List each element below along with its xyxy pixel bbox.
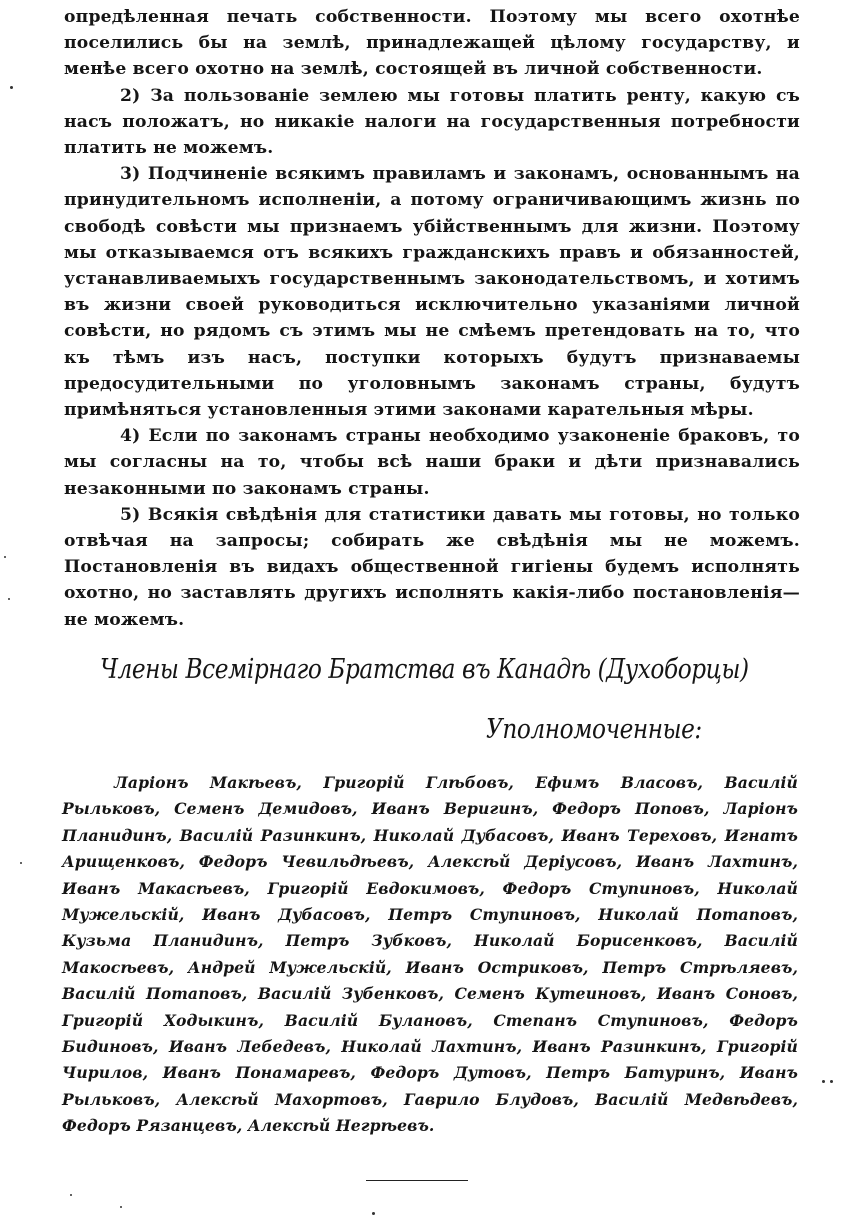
print-speck <box>822 1080 825 1083</box>
signature-subheading: Уполномоченные: <box>486 714 702 745</box>
print-speck <box>372 1212 375 1215</box>
print-speck <box>830 1080 833 1083</box>
paragraph-property: опредѣленная печать собственности. Поэтому мы всего охотнѣе поселились бы на землѣ, принадлежащей цѣлому государству, и менѣе всего охотно на землѣ, состоящей въ личной собственности. <box>64 7 800 80</box>
closing-rule <box>366 1180 468 1181</box>
paragraph-laws: 3) Подчиненіе всякимъ правиламъ и законамъ, основаннымъ на принудительномъ исполненіи, а потому ограничивающимъ жизнь по свободѣ совѣсти мы признаемъ убійственнымъ для жизни. Поэтому мы отказываемся отъ всякихъ гражданскихъ правъ и обязанностей, устанавливаемыхъ государственнымъ законодательствомъ, и хотимъ въ жизни своей руководиться исключительно указаніями личной совѣсти, но рядомъ съ этимъ мы не смѣемъ претендовать на то, что къ тѣмъ изъ насъ, поступки которыхъ будутъ признаваемы предосудительными по уголовнымъ законамъ страны, будутъ примѣняться установленныя этими законами карательныя мѣры. <box>64 164 800 421</box>
signatories-list: Ларіонъ Макѣевъ, Григорій Глѣбовъ, Ефимъ Власовъ, Василій Рыльковъ, Семенъ Демидовъ, Иванъ Веригинъ, Федоръ Поповъ, Ларіонъ Планидинъ, Василій Разинкинъ, Николай Дубасовъ, Иванъ Тереховъ, Игнатъ Арищенковъ, Федоръ Чевильдѣевъ, Алексѣй Деріусовъ, Иванъ Лахтинъ, Иванъ Макасѣевъ, Григорій Евдокимовъ, Федоръ Ступиновъ, Николай Мужельскій, Иванъ Дубасовъ, Петръ Ступиновъ, Николай Потаповъ, Кузьма Планидинъ, Петръ Зубковъ, Николай Борисенковъ, Василій Макосѣевъ, Андрей Мужельскій, Иванъ Остриковъ, Петръ Стрѣляевъ, Василій Потаповъ, Василій Зубенковъ, Семенъ Кутеиновъ, Иванъ Соновъ, Григорій Ходыкинъ, Василій Булановъ, Степанъ Ступиновъ, Федоръ Бидиновъ, Иванъ Лебедевъ, Николай Лахтинъ, Иванъ Разинкинъ, Григорій Чирилов, Иванъ Понамаревъ, Федоръ Дутовъ, Петръ Батуринъ, Иванъ Рыльковъ, Алексѣй Махортовъ, Гаврило Блудовъ, Василій Медвѣдевъ, Федоръ Рязанцевъ, Алексѣй Негрѣевъ. <box>62 773 798 1136</box>
print-speck <box>8 598 10 600</box>
paragraph-statistics: 5) Всякія свѣдѣнія для статистики давать мы готовы, но только отвѣчая на запросы; собирать же свѣдѣнія мы не можемъ. Постановленія въ видахъ общественной гигіены будемъ исполнять охотно, но заставлять другихъ исполнять какія-либо постановленія—не можемъ. <box>64 504 800 630</box>
print-speck <box>10 86 13 89</box>
print-speck <box>4 556 6 558</box>
print-speck <box>20 862 22 864</box>
print-speck <box>70 1194 72 1196</box>
document-body <box>64 4 800 633</box>
paragraph-rent: 2) За пользованіе землею мы готовы платить ренту, какую съ насъ положатъ, но никакіе налоги на государственныя потребности платить не можемъ. <box>64 85 800 159</box>
paragraph-marriage: 4) Если по законамъ страны необходимо узаконеніе браковъ, то мы согласны на то, чтобы всѣ наши браки и дѣти признавались незаконными по законамъ страны. <box>64 426 800 499</box>
print-speck <box>120 1206 122 1208</box>
signature-heading: Члены Всемірнаго Братства въ Канадѣ (Духоборцы) <box>100 654 749 685</box>
